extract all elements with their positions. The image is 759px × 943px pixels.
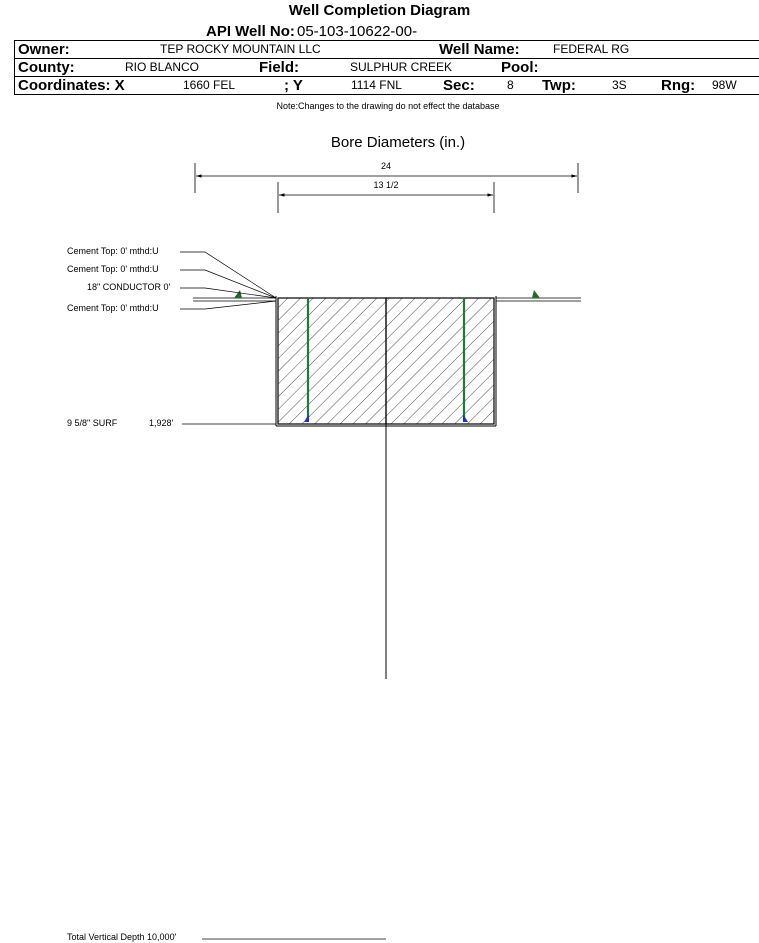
hatched-cement-left [278,298,386,424]
cement-top-callout-3: Cement Top: 0' mthd:U [67,303,159,313]
pool-label: Pool: [501,59,539,76]
cement-top-marker-right [532,290,540,298]
owner-label: Owner: [18,41,70,58]
surface-casing-depth: 1,928' [149,418,174,428]
coords-label: Coordinates: X [18,77,125,94]
county-label: County: [18,59,75,76]
rng-label: Rng: [661,77,696,94]
surface-casing-name: 9 5/8" SURF [67,418,118,428]
sec-value: 8 [507,78,514,92]
rng-value: 98W [712,78,737,92]
coord-y-value: 1114 FNL [351,78,402,92]
field-value: SULPHUR CREEK [350,60,453,74]
bore-inner-label: 13 1/2 [373,180,399,190]
api-label: API Well No: [206,23,295,40]
county-value: RIO BLANCO [125,60,200,74]
owner-value: TEP ROCKY MOUNTAIN LLC [160,42,321,56]
api-value: 05-103-10622-00- [297,23,418,40]
well-name-label: Well Name: [439,41,520,58]
bore-dimension-inner [278,180,494,213]
coord-y-label: ; Y [284,77,303,94]
well-name-value: FEDERAL RG [553,42,630,56]
field-label: Field: [259,59,299,76]
hatched-cement-right [386,298,494,424]
conductor-callout: 18" CONDUCTOR 0' [87,282,171,292]
diagram-title: Well Completion Diagram [288,2,471,19]
sec-label: Sec: [443,77,475,94]
coord-x-value: 1660 FEL [183,78,236,92]
bore-outer-label: 24 [380,161,392,171]
cement-top-marker-left [234,290,242,298]
database-note: Note:Changes to the drawing do not effect the database [276,101,500,111]
twp-label: Twp: [542,77,576,94]
cement-top-callout-1: Cement Top: 0' mthd:U [67,246,159,256]
twp-value: 3S [612,78,627,92]
bore-diameters-title: Bore Diameters (in.) [330,134,466,151]
cement-top-callout-2: Cement Top: 0' mthd:U [67,264,159,274]
total-vertical-depth: Total Vertical Depth 10,000' [67,932,177,942]
